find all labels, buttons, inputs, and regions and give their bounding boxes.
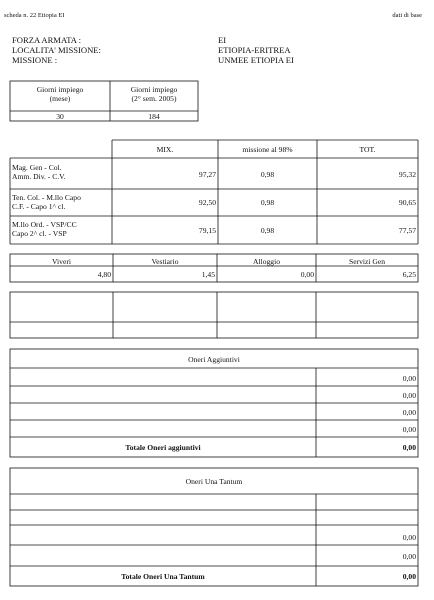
oneri-aggiuntivi-value: 0,00 — [402, 374, 416, 383]
dati-label: dati di base — [392, 12, 422, 19]
rate-row-mix: 97,27 — [198, 170, 216, 179]
header-alloggio: Alloggio — [252, 257, 280, 266]
header-missione: missione al 98% — [242, 145, 293, 154]
rate-row-tot: 77,57 — [398, 226, 416, 235]
rate-row-missione: 0,98 — [260, 226, 275, 235]
oneri-aggiuntivi-total-value: 0,00 — [402, 443, 416, 452]
oneri-aggiuntivi-value: 0,00 — [402, 391, 416, 400]
forza-armata-label: FORZA ARMATA : — [12, 35, 82, 45]
rate-row-label: Mag. Gen - Col. Amm. Div. - C.V. — [12, 163, 66, 181]
missione-label: MISSIONE : — [12, 55, 58, 65]
rate-row-tot: 90,65 — [398, 198, 416, 207]
oneri-aggiuntivi-value: 0,00 — [402, 408, 416, 417]
oneri-aggiuntivi-value: 0,00 — [402, 425, 416, 434]
oneri-una-tantum-title: Oneri Una Tantum — [185, 477, 243, 486]
rate-row-mix: 92,50 — [198, 198, 216, 207]
oneri-aggiuntivi-total-label: Totale Oneri aggiuntivi — [125, 443, 201, 452]
rate-row-mix: 79,15 — [198, 226, 216, 235]
oneri-una-tantum-total-label: Totale Oneri Una Tantum — [121, 572, 205, 581]
scheda-label: scheda n. 22 Etiopia EI — [4, 12, 65, 19]
rate-row-label: M.llo Ord. - VSP/CC Capo 2^ cl. - VSP — [12, 220, 77, 238]
missione-value: UNMEE ETIOPIA EI — [218, 55, 294, 65]
header-vestiario: Vestiario — [151, 257, 179, 266]
info-labels — [12, 35, 101, 65]
giorni-semestre-header: Giorni impiego (2° sem. 2005) — [130, 85, 178, 103]
rate-row-missione: 0,98 — [260, 198, 275, 207]
giorni-mese-value: 30 — [56, 112, 64, 121]
localita-value: ETIOPIA-ERITREA — [218, 45, 291, 55]
rate-row-missione: 0,98 — [260, 170, 275, 179]
giorni-mese-header: Giorni impiego (mese) — [36, 85, 84, 103]
oneri-una-tantum-total-value: 0,00 — [402, 572, 416, 581]
forza-armata-value: EI — [218, 35, 227, 45]
rate-row-label: Ten. Col. - M.llo Capo C.F. - Capo 1^ cl. — [12, 193, 81, 211]
value-servizi-gen: 6,25 — [402, 270, 416, 279]
oneri-aggiuntivi-title: Oneri Aggiuntivi — [188, 355, 240, 364]
header-mix: MIX. — [156, 145, 174, 154]
value-alloggio: 0,00 — [300, 270, 314, 279]
localita-label: LOCALITA' MISSIONE: — [12, 45, 101, 55]
oneri-una-tantum-value: 0,00 — [402, 533, 416, 542]
header-viveri: Viveri — [52, 257, 71, 266]
value-vestiario: 1,45 — [201, 270, 215, 279]
giorni-semestre-value: 184 — [148, 112, 160, 121]
value-viveri: 4,80 — [97, 270, 111, 279]
header-tot: TOT. — [359, 145, 376, 154]
rate-row-tot: 95,32 — [398, 170, 416, 179]
header-servizi-gen: Servizi Gen — [348, 257, 386, 266]
oneri-una-tantum-value: 0,00 — [402, 552, 416, 561]
info-values — [218, 35, 294, 65]
